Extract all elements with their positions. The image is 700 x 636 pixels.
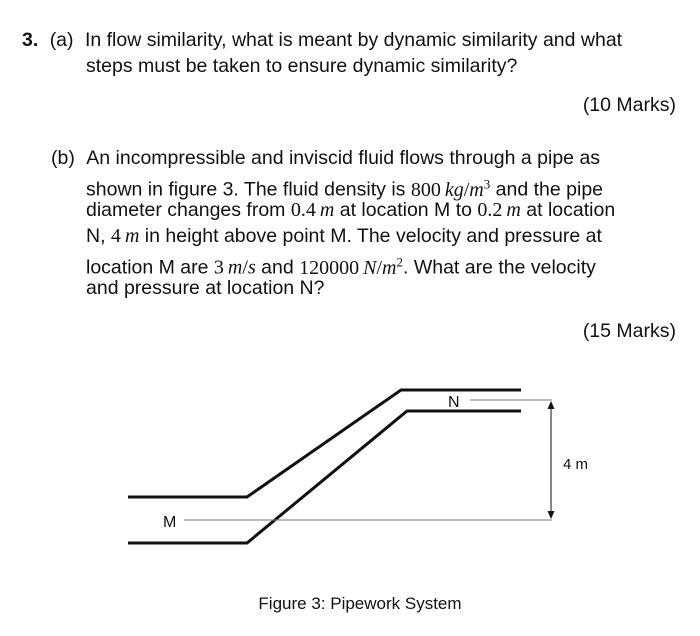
velocity-value: 3 (213, 256, 224, 279)
d1-value: 0.4 (290, 199, 316, 221)
density-value: 800 (410, 178, 441, 201)
density-unit-exponent: 3 (483, 176, 491, 191)
part-b-text-line-5-mid: and (255, 256, 300, 279)
height-value: 4 (110, 225, 121, 247)
part-a-label: (a) (49, 29, 74, 51)
part-b-text-line-4-pre: N, (86, 225, 111, 247)
part-b-label: (b) (51, 147, 75, 169)
d1-unit: m (319, 199, 335, 221)
velocity-unit-slash: / (242, 256, 248, 279)
part-b-text-line-3-post: at location (520, 199, 616, 221)
pressure-value: 120000 (299, 256, 360, 279)
part-a-text-line-1: In flow similarity, what is meant by dynamic similarity and what (84, 29, 623, 51)
density-unit-kg: kg (444, 178, 464, 201)
pipe-lower-wall (128, 411, 521, 543)
part-a-text-line-2: steps must be taken to ensure dynamic similarity? (86, 55, 518, 77)
pressure-unit-slash: / (376, 256, 383, 279)
part-a-marks: (10 Marks) (582, 94, 676, 116)
label-n: N (448, 394, 460, 411)
part-b-text-line-3-pre: diameter changes from (86, 199, 291, 221)
pressure-unit-exponent: 2 (396, 254, 403, 269)
part-b-text-line-6: and pressure at location N? (86, 277, 325, 299)
height-label: 4 m (563, 456, 589, 473)
dimension-arrow-top (548, 401, 555, 409)
question-number: 3. (22, 29, 39, 51)
dimension-arrow-bottom (548, 511, 555, 519)
velocity-unit-m: m (227, 256, 243, 279)
part-b-text-line-5-pre: location M are (86, 256, 214, 279)
part-b-text-line-5-post: . What are the velocity (402, 256, 596, 279)
figure-caption: Figure 3: Pipework System (258, 594, 462, 613)
part-b-marks: (15 Marks) (582, 320, 676, 342)
part-b-text-line-1: An incompressible and inviscid fluid flows through a pipe as (86, 147, 601, 169)
density-unit-slash: / (463, 178, 470, 201)
label-m: M (163, 514, 177, 531)
pressure-unit-n: N (363, 256, 377, 279)
part-b-text-line-3-mid: at location M to (334, 199, 478, 221)
velocity-unit-s: s (247, 256, 256, 279)
part-b-text-line-2-post: and the pipe (490, 178, 604, 201)
d2-value: 0.2 (477, 199, 503, 221)
part-b-text-line-4-post: in height above point M. The velocity and pressure at (139, 225, 602, 247)
d2-unit: m (506, 199, 521, 221)
part-b-text-line-2-pre: shown in figure 3. The fluid density is (86, 178, 411, 201)
height-unit: m (124, 225, 140, 247)
pressure-unit-m: m (382, 256, 397, 279)
density-unit-m: m (469, 178, 484, 201)
